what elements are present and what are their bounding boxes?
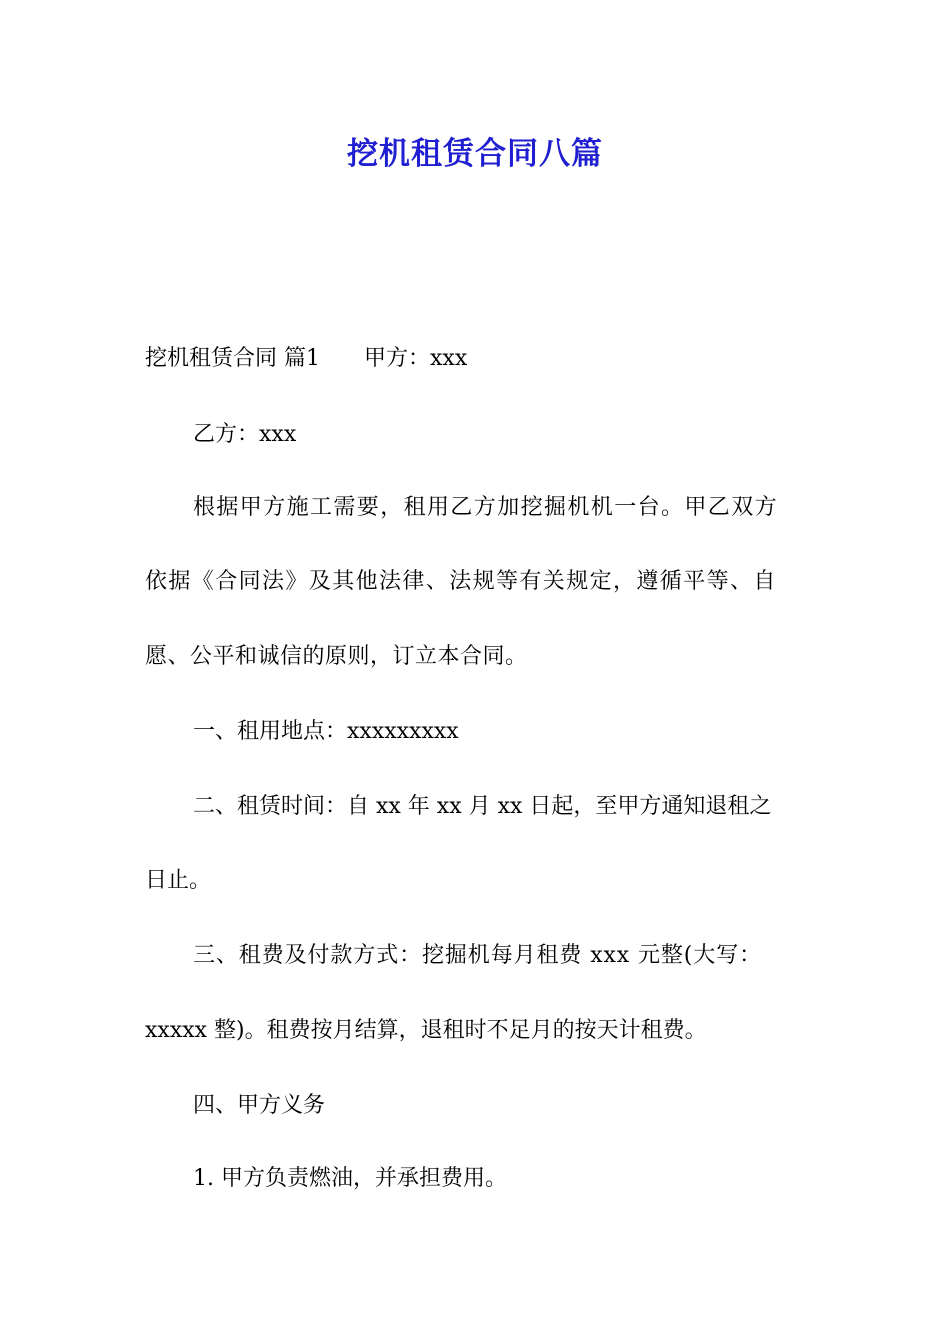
party-b: 乙方：xxx [193,422,297,447]
clause-party-a-obligations: 四、甲方义务 [193,1093,326,1118]
contract-heading: 挖机租赁合同 篇1 [145,346,320,371]
contract-heading-line [145,344,467,374]
party-a: 甲方：xxx [364,346,468,371]
document-title: 挖机租赁合同八篇 [347,136,603,172]
clause-rental-location: 一、租用地点：xxxxxxxxx [193,719,459,744]
paragraph-line: 日止。 [145,868,212,893]
paragraph-line: 根据甲方施工需要，租用乙方加挖掘机机一台。甲乙双方 [193,495,779,520]
paragraph-line: xxxxx 整)。租费按月结算，退租时不足月的按天计租费。 [145,1018,707,1043]
obligation-item: 1. 甲方负责燃油，并承担费用。 [193,1166,507,1191]
paragraph-line: 依据《合同法》及其他法律、法规等有关规定，遵循平等、自 [145,569,777,594]
clause-rental-fee: 三、租费及付款方式：挖掘机每月租费 xxx 元整(大写： [193,943,762,968]
clause-rental-period: 二、租赁时间：自 xx 年 xx 月 xx 日起，至甲方通知退租之 [193,794,772,819]
paragraph-line: 愿、公平和诚信的原则，订立本合同。 [145,644,528,669]
